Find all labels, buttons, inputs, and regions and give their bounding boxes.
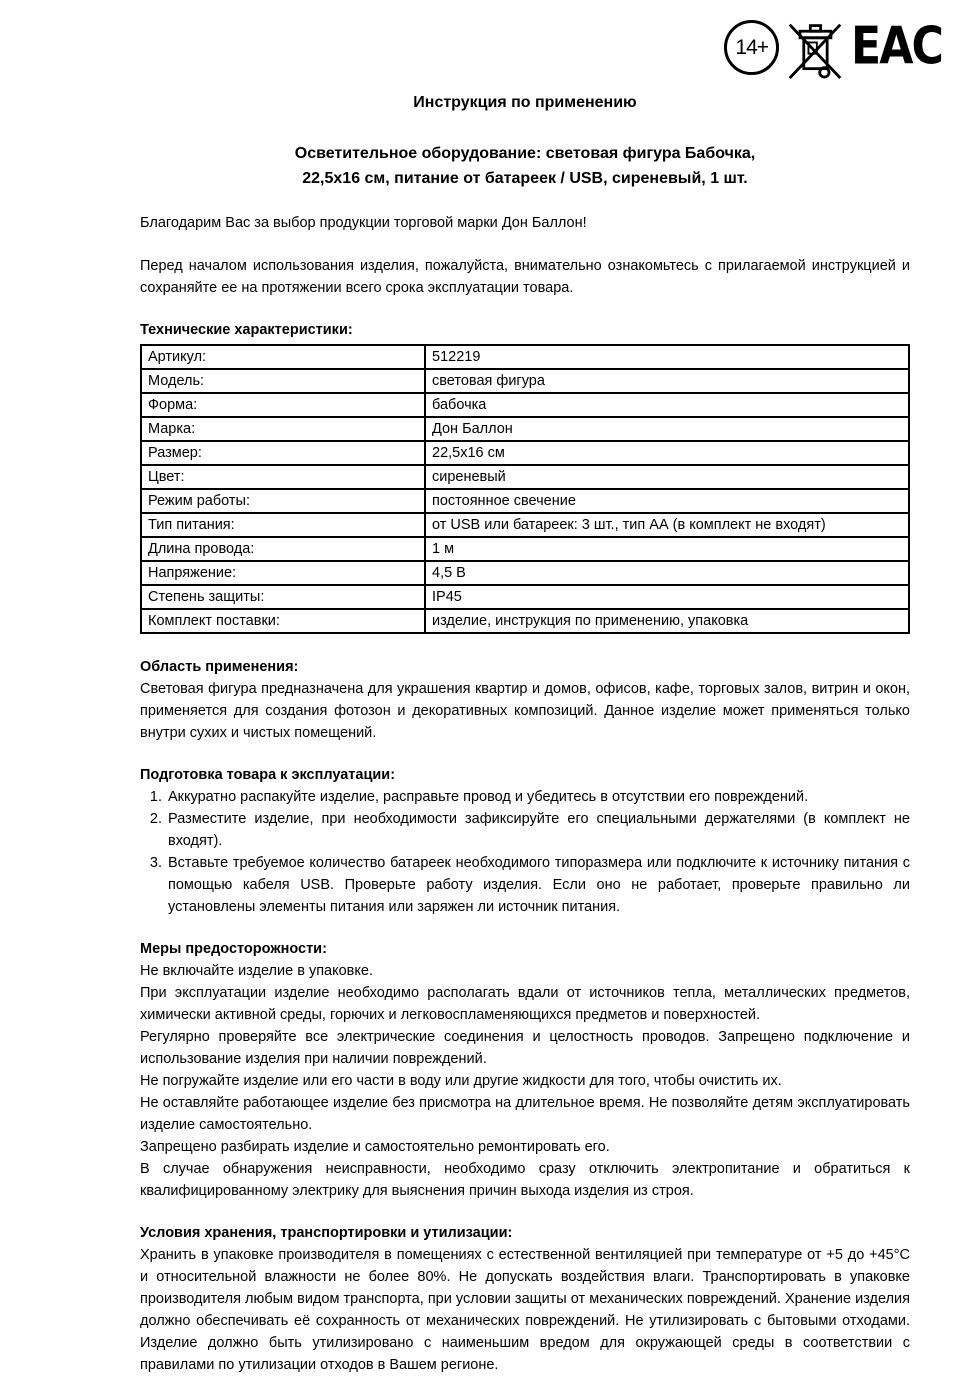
spec-label: Длина провода: bbox=[141, 537, 425, 561]
spec-label: Цвет: bbox=[141, 465, 425, 489]
spec-label: Напряжение: bbox=[141, 561, 425, 585]
table-row bbox=[141, 585, 909, 609]
spec-label: Размер: bbox=[141, 441, 425, 465]
document-body bbox=[140, 0, 910, 1376]
eac-mark-icon: EAC bbox=[851, 15, 943, 76]
page-title: Инструкция по применению bbox=[413, 94, 637, 111]
table-row bbox=[141, 561, 909, 585]
precaution-line: Регулярно проверяйте все электрические соединения и целостность проводов. Запрещено подключение и использование изделия при наличии повреждений. bbox=[140, 1029, 910, 1067]
precaution-line: Не погружайте изделие или его части в воду или другие жидкости для того, чтобы очистить их. bbox=[140, 1073, 782, 1089]
table-row bbox=[141, 441, 909, 465]
spec-value: бабочка bbox=[425, 393, 909, 417]
specs-heading: Технические характеристики: bbox=[140, 322, 353, 338]
table-row bbox=[141, 417, 909, 441]
spec-value: Дон Баллон bbox=[425, 417, 909, 441]
storage-heading: Условия хранения, транспортировки и утилизации: bbox=[140, 1225, 513, 1241]
spec-value: сиреневый bbox=[425, 465, 909, 489]
spec-label: Степень защиты: bbox=[141, 585, 425, 609]
table-row bbox=[141, 369, 909, 393]
age-14plus-icon: 14+ bbox=[724, 20, 779, 75]
spec-value: 4,5 В bbox=[425, 561, 909, 585]
table-row bbox=[141, 609, 909, 633]
list-item: 2. Разместите изделие, при необходимости зафиксируйте его специальными держателями (в комплект не входят). bbox=[166, 808, 910, 852]
preparation-heading: Подготовка товара к эксплуатации: bbox=[140, 767, 396, 783]
spec-value: 22,5х16 см bbox=[425, 441, 909, 465]
list-item: 1. Аккуратно распакуйте изделие, расправьте провод и убедитесь в отсутствии его повреждений. bbox=[166, 786, 910, 808]
spec-label: Марка: bbox=[141, 417, 425, 441]
preparation-list bbox=[140, 786, 910, 918]
application-text: Световая фигура предназначена для украшения квартир и домов, офисов, кафе, торговых залов, витрин и окон, применяется для создания фотозон и декоративных композиций. Данное изделие может применяться только внутри сухих и чистых помещений. bbox=[140, 681, 910, 741]
table-row bbox=[141, 393, 909, 417]
precautions-heading: Меры предосторожности: bbox=[140, 941, 327, 957]
spec-value: постоянное свечение bbox=[425, 489, 909, 513]
precaution-line: В случае обнаружения неисправности, необходимо сразу отключить электропитание и обратиться к квалифицированному электрику для выяснения причин выхода изделия из строя. bbox=[140, 1161, 910, 1199]
spec-label: Режим работы: bbox=[141, 489, 425, 513]
table-row bbox=[141, 489, 909, 513]
product-title-line2: 22,5х16 см, питание от батареек / USB, сиреневый, 1 шт. bbox=[302, 170, 748, 187]
specs-table bbox=[140, 344, 910, 634]
precaution-line: Не оставляйте работающее изделие без присмотра на длительное время. Не позволяйте детям эксплуатировать изделие самостоятельно. bbox=[140, 1095, 910, 1133]
product-title bbox=[140, 141, 910, 191]
list-item: 3. Вставьте требуемое количество батареек необходимого типоразмера или подключите к источнику питания с помощью кабеля USB. Проверьте работу изделия. Если оно не работает, проверьте правильно ли установлены элементы питания или заряжен ли источник питания. bbox=[166, 852, 910, 918]
spec-label: Тип питания: bbox=[141, 513, 425, 537]
precautions-text bbox=[140, 960, 910, 1202]
product-title-line1: Осветительное оборудование: световая фигура Бабочка, bbox=[294, 145, 756, 162]
precaution-line: Запрещено разбирать изделие и самостоятельно ремонтировать его. bbox=[140, 1139, 610, 1155]
table-row bbox=[141, 345, 909, 369]
spec-label: Комплект поставки: bbox=[141, 609, 425, 633]
storage-text: Хранить в упаковке производителя в помещениях с естественной вентиляцией при температуре от +5 до +45°С и относительной влажности не более 80%. Не допускать воздействия влаги. Транспортировать в упаковке производителя любым видом транспорта, при условии защиты от механических повреждений. Хранение изделия должно обеспечивать её сохранность от механических повреждений. Не утилизировать с бытовыми отходами. Изделие должно быть утилизировано с наименьшим вредом для окружающей среды в соответствии с правилами по утилизации отходов в Вашем регионе. bbox=[140, 1247, 910, 1373]
intro-read-notice: Перед началом использования изделия, пожалуйста, внимательно ознакомьтесь с прилагаемой инструкцией и сохраняйте ее на протяжении всего срока эксплуатации товара. bbox=[140, 258, 910, 296]
table-row bbox=[141, 513, 909, 537]
spec-label: Артикул: bbox=[141, 345, 425, 369]
spec-value: световая фигура bbox=[425, 369, 909, 393]
spec-value: изделие, инструкция по применению, упаковка bbox=[425, 609, 909, 633]
spec-value: 1 м bbox=[425, 537, 909, 561]
spec-value: 512219 bbox=[425, 345, 909, 369]
precaution-line: При эксплуатации изделие необходимо располагать вдали от источников тепла, металлических предметов, химически активной среды, горючих и легковоспламеняющихся предметов и поверхностей. bbox=[140, 985, 910, 1023]
precaution-line: Не включайте изделие в упаковке. bbox=[140, 963, 373, 979]
spec-label: Модель: bbox=[141, 369, 425, 393]
spec-value: IP45 bbox=[425, 585, 909, 609]
intro-thanks: Благодарим Вас за выбор продукции торговой марки Дон Баллон! bbox=[140, 215, 587, 231]
spec-label: Форма: bbox=[141, 393, 425, 417]
spec-value: от USB или батареек: 3 шт., тип АА (в комплект не входят) bbox=[425, 513, 909, 537]
table-row bbox=[141, 537, 909, 561]
application-heading: Область применения: bbox=[140, 659, 299, 675]
table-row bbox=[141, 465, 909, 489]
